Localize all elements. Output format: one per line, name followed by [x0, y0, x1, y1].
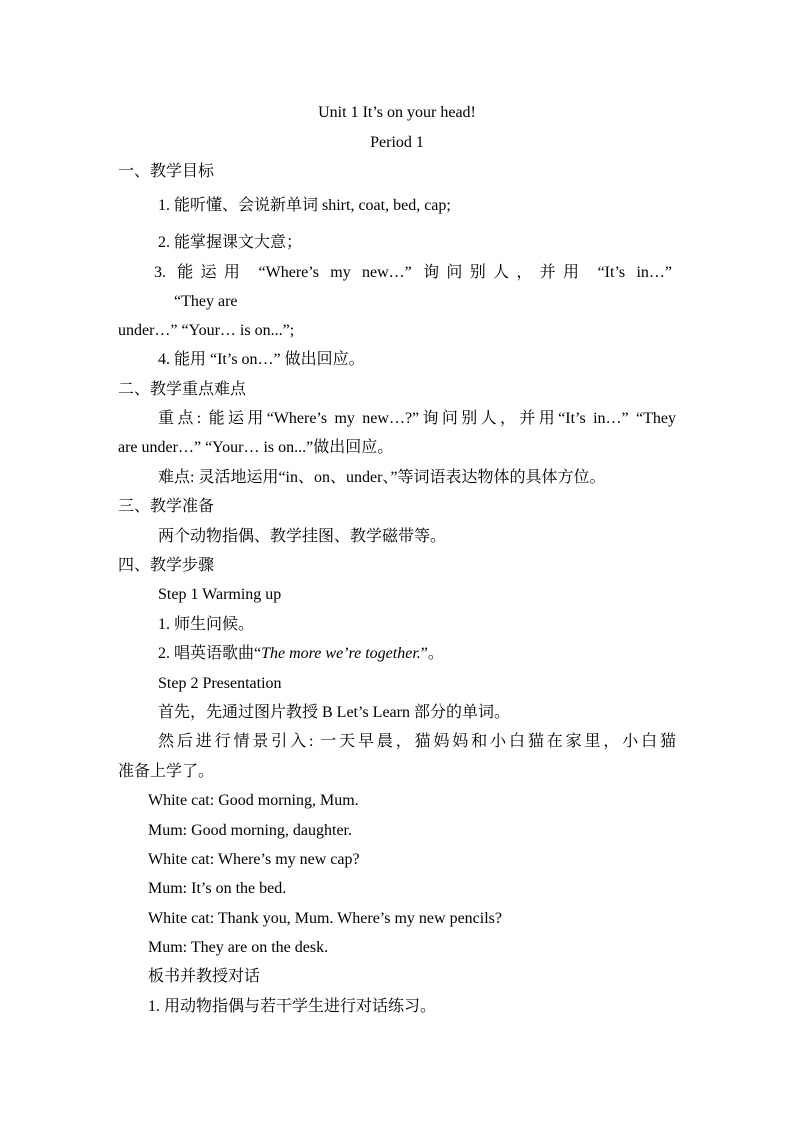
preparation-body: 两个动物指偶、教学挂图、教学磁带等。 [158, 528, 447, 545]
objective-item-1: 1. 能听懂、会说新单词 shirt, coat, bed, cap; [158, 197, 451, 214]
dialogue-line: Mum: They are on the desk. [148, 939, 329, 956]
song-title: The more we’re together. [261, 645, 421, 662]
difficulty-point: 难点: 灵活地运用“in、on、under、”等词语表达物体的具体方位。 [158, 469, 606, 486]
objective-item-3-line-2: “They are [174, 293, 238, 310]
dialogue-line: White cat: Good morning, Mum. [148, 792, 359, 809]
song-suffix: ”。 [420, 645, 444, 662]
section-heading-key-points: 二、教学重点难点 [118, 381, 247, 398]
document-subtitle: Period 1 [370, 134, 424, 151]
dialogue-line: White cat: Where’s my new cap? [148, 851, 360, 868]
key-point-line-2: are under…” “Your… is on...”做出回应。 [118, 439, 394, 456]
section-heading-objectives: 一、教学目标 [118, 163, 215, 180]
objective-item-3-line-1: 3. 能运用 “Where’s my new…” 询问别人，并用 “It’s in…” [154, 264, 672, 281]
step-1-heading: Step 1 Warming up [158, 586, 282, 603]
step-1-item-1: 1. 师生问候。 [158, 616, 255, 633]
presentation-paragraph-2-line-1: 然后进行情景引入: 一天早晨，猫妈妈和小白猫在家里，小白猫 [158, 733, 676, 750]
presentation-paragraph-1: 首先，先通过图片教授 B Let’s Learn 部分的单词。 [158, 704, 510, 721]
key-point-line-1: 重点: 能运用“Where’s my new…?”询问别人，并用“It’s in…” “They [158, 410, 676, 427]
section-heading-preparation: 三、教学准备 [118, 498, 215, 515]
objective-item-3-line-3: under…” “Your… is on...”; [118, 322, 295, 339]
step-2-heading: Step 2 Presentation [158, 675, 282, 692]
dialogue-line: Mum: It’s on the bed. [148, 880, 287, 897]
document-title: Unit 1 It’s on your head! [318, 104, 476, 121]
step-1-item-2 [158, 644, 794, 664]
objective-item-2: 2. 能掌握课文大意； [158, 234, 303, 251]
dialogue-line: Mum: Good morning, daughter. [148, 822, 352, 839]
blackboard-note: 板书并教授对话 [148, 968, 261, 985]
presentation-paragraph-2-line-2: 准备上学了。 [118, 763, 215, 780]
objective-item-4: 4. 能用 “It’s on…” 做出回应。 [158, 351, 365, 368]
dialogue-line: White cat: Thank you, Mum. Where’s my new pencils? [148, 910, 502, 927]
section-heading-steps: 四、教学步骤 [118, 557, 215, 574]
practice-item-1: 1. 用动物指偶与若干学生进行对话练习。 [148, 998, 437, 1015]
song-prefix: 2. 唱英语歌曲“ [158, 645, 262, 662]
